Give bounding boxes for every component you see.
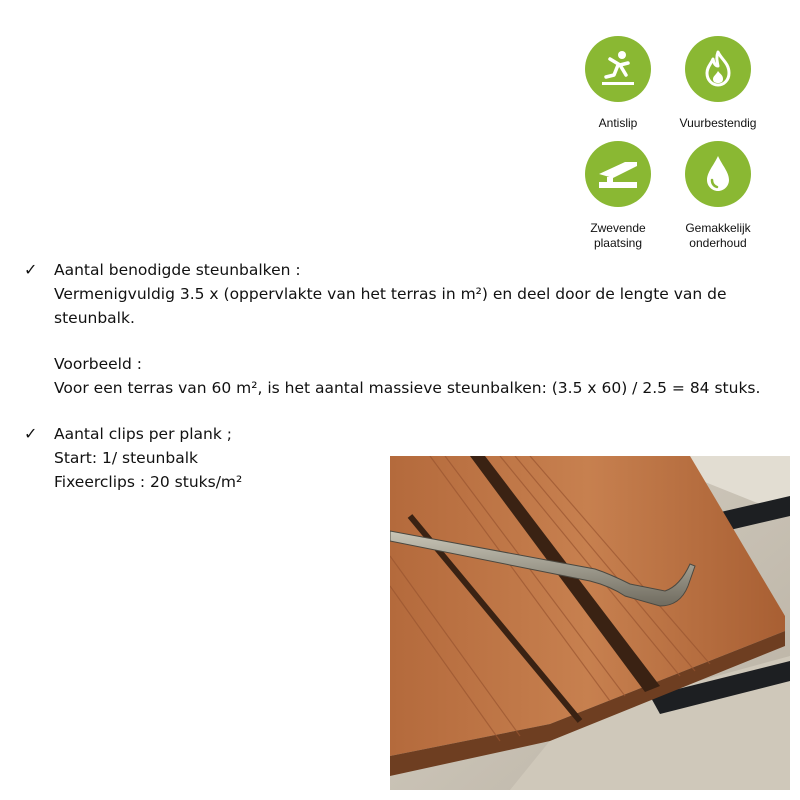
section-text: Start: 1/ steunbalk [54, 449, 198, 467]
feature-vuurbestendig [668, 36, 768, 131]
section-text: steunbalk. [54, 309, 135, 327]
feature-gemakkelijk-onderhoud [668, 141, 768, 251]
example-text: Voor een terras van 60 m², is het aantal massieve steunbalken: (3.5 x 60) / 2.5 = 84 stuks. [54, 379, 761, 397]
checkmark-icon: ✓ [24, 424, 38, 443]
antislip-icon [585, 36, 651, 102]
section-heading: Aantal clips per plank ; [54, 425, 232, 443]
feature-label: Vuurbestendig [679, 116, 757, 130]
feature-label: Zwevende plaatsing [590, 221, 646, 250]
feature-antislip [568, 36, 668, 131]
example-section [24, 352, 784, 400]
section-text: Vermenigvuldig 3.5 x (oppervlakte van het terras in m²) en deel door de lengte van de [54, 285, 727, 303]
feature-label: Gemakkelijk onderhoud [685, 221, 751, 250]
checkmark-icon: ✓ [24, 260, 38, 279]
section-text: Fixeerclips : 20 stuks/m² [54, 473, 243, 491]
steunbalken-section [24, 258, 784, 330]
floating-placement-icon [585, 141, 651, 207]
feature-label: Antislip [598, 116, 638, 130]
section-heading: Aantal benodigde steunbalken : [54, 261, 301, 279]
decking-photo [390, 456, 790, 790]
example-heading: Voorbeeld : [54, 355, 142, 373]
feature-zwevende-plaatsing [568, 141, 668, 251]
flame-icon [685, 36, 751, 102]
water-drop-icon [685, 141, 751, 207]
